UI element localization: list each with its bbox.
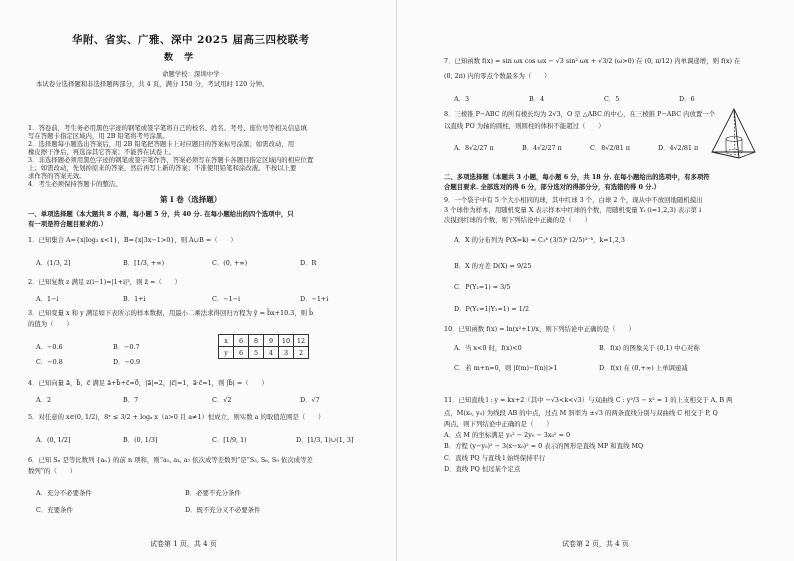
option-d: D．既不充分又不必要条件: [185, 506, 261, 514]
option-b: B．f(x) 的图象关于 (0,1) 中心对称: [599, 344, 700, 352]
table-cell: 2: [294, 347, 309, 359]
option-b: B．必要不充分条件: [185, 489, 241, 497]
option-c: C．5: [604, 95, 620, 103]
table-cell: 6: [234, 335, 249, 347]
option-a: A．(1/3, 2]: [36, 259, 71, 267]
option-a: A．点 M 的坐标满足 y₀² − 2y₀ − 3x₀² = 0: [444, 431, 571, 439]
option-c: C．P(Y₂=1) = 3/5: [454, 283, 511, 291]
option-c: C．(0, +∞): [212, 259, 248, 267]
option-b: B．4: [529, 95, 545, 103]
question-stem: 次摸到红球的个数，则下列结论中正确的是（ ）: [444, 216, 591, 224]
option-d: D．直线 PQ 恒过某个定点: [444, 465, 521, 473]
table-row: [219, 347, 309, 359]
question-stem: 7．已知函数 f(x) = sin ωx cos ωx − √3 sin² ωx + √3/2 (ω>0) 在 (0, π/12) 内单调递增，则 f(x) 在: [444, 57, 741, 65]
question-stem: 11．已知直线 l : y = kx+2（其中 −√3<k<√3）与双曲线 C : y²/3 − x² = 1 的上支相交于 A, B 两: [444, 396, 733, 404]
question-stem: 10．已知函数 f(x) = ln(x²+1)/x，则下列结论中正确的是（ ）: [444, 325, 635, 333]
option-d: D．R: [300, 259, 317, 267]
option-c: C．直线 PQ 与直线 l 始终保持平行: [444, 454, 546, 462]
table-row: [219, 335, 309, 347]
instruction-line: 3．非选择题必须用黑色字迹的钢笔或签字笔作答，答案必须写在答题卡各题目指定区域内的相应位置: [28, 156, 314, 164]
option-d: D．−0.9: [113, 358, 141, 366]
option-c: C．−0.8: [36, 358, 63, 366]
option-b: B．4√2/27 π: [522, 144, 562, 152]
section-1-desc: 有一项是符合题目要求的.）: [28, 220, 107, 228]
page-footer: 试卷第 1 页，共 4 页: [150, 540, 217, 548]
question-stem: 6．已知 Sₙ 是等比数列 {aₙ} 的前 n 项和，则“a₁, a₄, a₇ 依次成等差数列”是“S₃, S₆, S₉ 依次成等差: [28, 456, 313, 464]
option-b: B．方程 (y−y₀)² − 3(x−x₀)² = 0 表示的图形是直线 MP 和直线 MQ: [444, 442, 644, 450]
question-stem: 以直线 PO 为轴的圆柱，则圆柱的体积不能超过（ ）: [444, 122, 605, 130]
exam-page-2: [397, 0, 794, 561]
option-c: C．−1−i: [212, 295, 241, 303]
instruction-line: 橡皮擦干净后，再选涂其它答案；不能答在试卷上。: [28, 148, 175, 156]
option-a: A．X 的分布列为 P(X=k) = C₃ᵏ (3/5)ᵏ (2/5)³⁻ᵏ，k=1,2,3: [454, 236, 625, 244]
question-stem: 9．一个袋子中有 5 个大小相同的球，其中红球 3 个，白球 2 个，现从中不放回地随机摸出: [444, 196, 703, 204]
question-stem: 5．对任意的 x∈(0, 1/2)，8ˣ ≤ 3/2 + logₐ x（a>0 且 a≠1）恒成立，则实数 a 的取值范围是（ ）: [28, 413, 325, 421]
option-a: A．当 x<0 时，f(x)<0: [454, 344, 522, 352]
instruction-line: 1．答卷前，考生务必用黑色字迹的钢笔或签字笔将自己的校名、姓名、考号、座位号等相关信息填: [28, 124, 307, 132]
section-2-desc: 合题目要求. 全部选对的得 6 分，部分选对的得部分分，有选错的得 0 分.）: [444, 183, 661, 191]
option-d: D．√7: [300, 396, 320, 404]
section-1-desc: 一、单项选择题（本大题共 8 小题，每小题 5 分，共 40 分. 在每小题给出的四个选项中，只: [28, 210, 294, 218]
option-c: C．充要条件: [36, 506, 73, 514]
question-stem: 8．三棱锥 P−ABC 的所有棱长均为 2√3，O 是 △ABC 的中心，在三棱锥 P−ABC 内放置一个: [444, 110, 716, 118]
option-d: D．[1/3, 1)∪(1, 3]: [296, 436, 354, 444]
instruction-line: 4．考生必须保持答题卡的整洁。: [28, 180, 122, 188]
table-cell: 3: [279, 347, 294, 359]
option-a: A．(0, 1/2]: [36, 436, 71, 444]
table-cell: 4: [264, 347, 279, 359]
table-cell: x: [219, 335, 234, 347]
option-b: B．1+i: [123, 295, 146, 303]
option-d: D．6: [679, 95, 695, 103]
option-a: A．3: [454, 95, 470, 103]
option-b: B．(0, 1/3]: [123, 436, 158, 444]
instruction-line: 写在答题卡指定区域内，用 2B 铅笔将考号涂黑。: [28, 132, 169, 140]
question-stem: 3 个球作为样本，用随机变量 X 表示样本中红球的个数，用随机变量 Yᵢ (i=1,2,3) 表示第 i: [444, 206, 702, 214]
table-cell: y: [219, 347, 234, 359]
question-stem: 数列”的（ ）: [28, 467, 77, 475]
table-cell: 6: [234, 347, 249, 359]
option-b: B．X 的方差 D(X) = 9/25: [454, 262, 532, 270]
instruction-line: 上；如需改动，先划掉原来的答案，然后再写上新的答案；不准使用铅笔和涂改液。不按以上要: [28, 164, 297, 172]
section-2-desc: 二、多项选择题（本题共 3 小题，每小题 6 分，共 18 分. 在每小题给出的选项中，有多项符: [444, 173, 710, 181]
instruction-line: 求作答的答案无效。: [28, 172, 86, 180]
option-a: A．−0.6: [36, 343, 63, 351]
school-line: 命题学校：深圳中学: [162, 70, 220, 78]
question-stem: 1．已知集合 A={x|log₂ x<1}，B={x|3x−1>0}，则 A∪B =（ ）: [28, 236, 237, 244]
option-b: B．−0.7: [113, 343, 140, 351]
question-stem: 3．已知变量 x 和 y 满足如下表所示的样本数据，用最小二乘法求得回归方程为 ŷ = b̂x+10.3，则 b̂: [28, 309, 314, 317]
question-stem: 点，M(x₀, y₀) 为线段 AB 的中点，过点 M 斜率为 ±√3 的两条直线分别与双曲线 C 相交于 P, Q: [444, 409, 718, 417]
tetrahedron-figure: [709, 106, 759, 162]
table-cell: 10: [279, 335, 294, 347]
exam-info: 本试卷分选择题和非选择题两部分，共 4 页，满分 150 分，考试用时 120 分钟。: [36, 80, 269, 88]
question-stem: 的值为（ ）: [28, 320, 73, 328]
option-d: D．P(Y₁=1|Y₂=1) = 1/2: [454, 305, 530, 313]
data-table: [218, 334, 309, 359]
table-cell: 12: [294, 335, 309, 347]
option-b: B．7: [123, 396, 139, 404]
exam-title: 华附、省实、广雅、深中 2025 届高三四校联考: [72, 34, 310, 46]
page-footer: 试卷第 2 页，共 4 页: [562, 540, 629, 548]
option-a: A．8√2/27 π: [454, 144, 494, 152]
option-c: C．8√2/81 π: [590, 144, 631, 152]
option-a: A．2: [36, 396, 52, 404]
question-stem: 2．已知复数 z 满足 z(i−1)=|1+i|²，则 z̄ =（ ）: [28, 278, 181, 286]
question-stem: 4．已知向量 a⃗，b⃗，c⃗ 满足 a⃗+b⃗+c⃗=0⃗，|a⃗|=2，|c⃗|=1，a⃗·c⃗=1，则 |b⃗| =（ ）: [28, 379, 268, 387]
instruction-line: 2．选择题每小题选出答案后，用 2B 铅笔把答题卡上对应题目的答案标号涂黑；如需改动，用: [28, 140, 295, 148]
option-d: D．f(x) 在 (0,+∞) 上单调递减: [599, 364, 688, 372]
option-b: B．[1/3, +∞): [123, 259, 165, 267]
table-cell: 9: [264, 335, 279, 347]
table-cell: 5: [249, 347, 264, 359]
section-1-title: 第 I 卷（选择题）: [160, 195, 222, 204]
subject-title: 数 学: [164, 53, 198, 63]
question-stem: (0, 2π) 内的零点个数最多为（ ）: [444, 72, 551, 80]
option-a: A．充分不必要条件: [36, 489, 92, 497]
option-d: D．4√2/81 π: [658, 144, 699, 152]
option-c: C．√2: [212, 396, 232, 404]
question-stem: 两点，则下列结论中正确的是（ ）: [444, 420, 553, 428]
option-a: A．1−i: [36, 295, 59, 303]
table-cell: 8: [249, 335, 264, 347]
option-d: D．−1+i: [300, 295, 329, 303]
option-c: C．[1/9, 1): [212, 436, 247, 444]
option-c: C．若 m+n=0，则 |f(m)−f(n)|>1: [454, 364, 558, 372]
